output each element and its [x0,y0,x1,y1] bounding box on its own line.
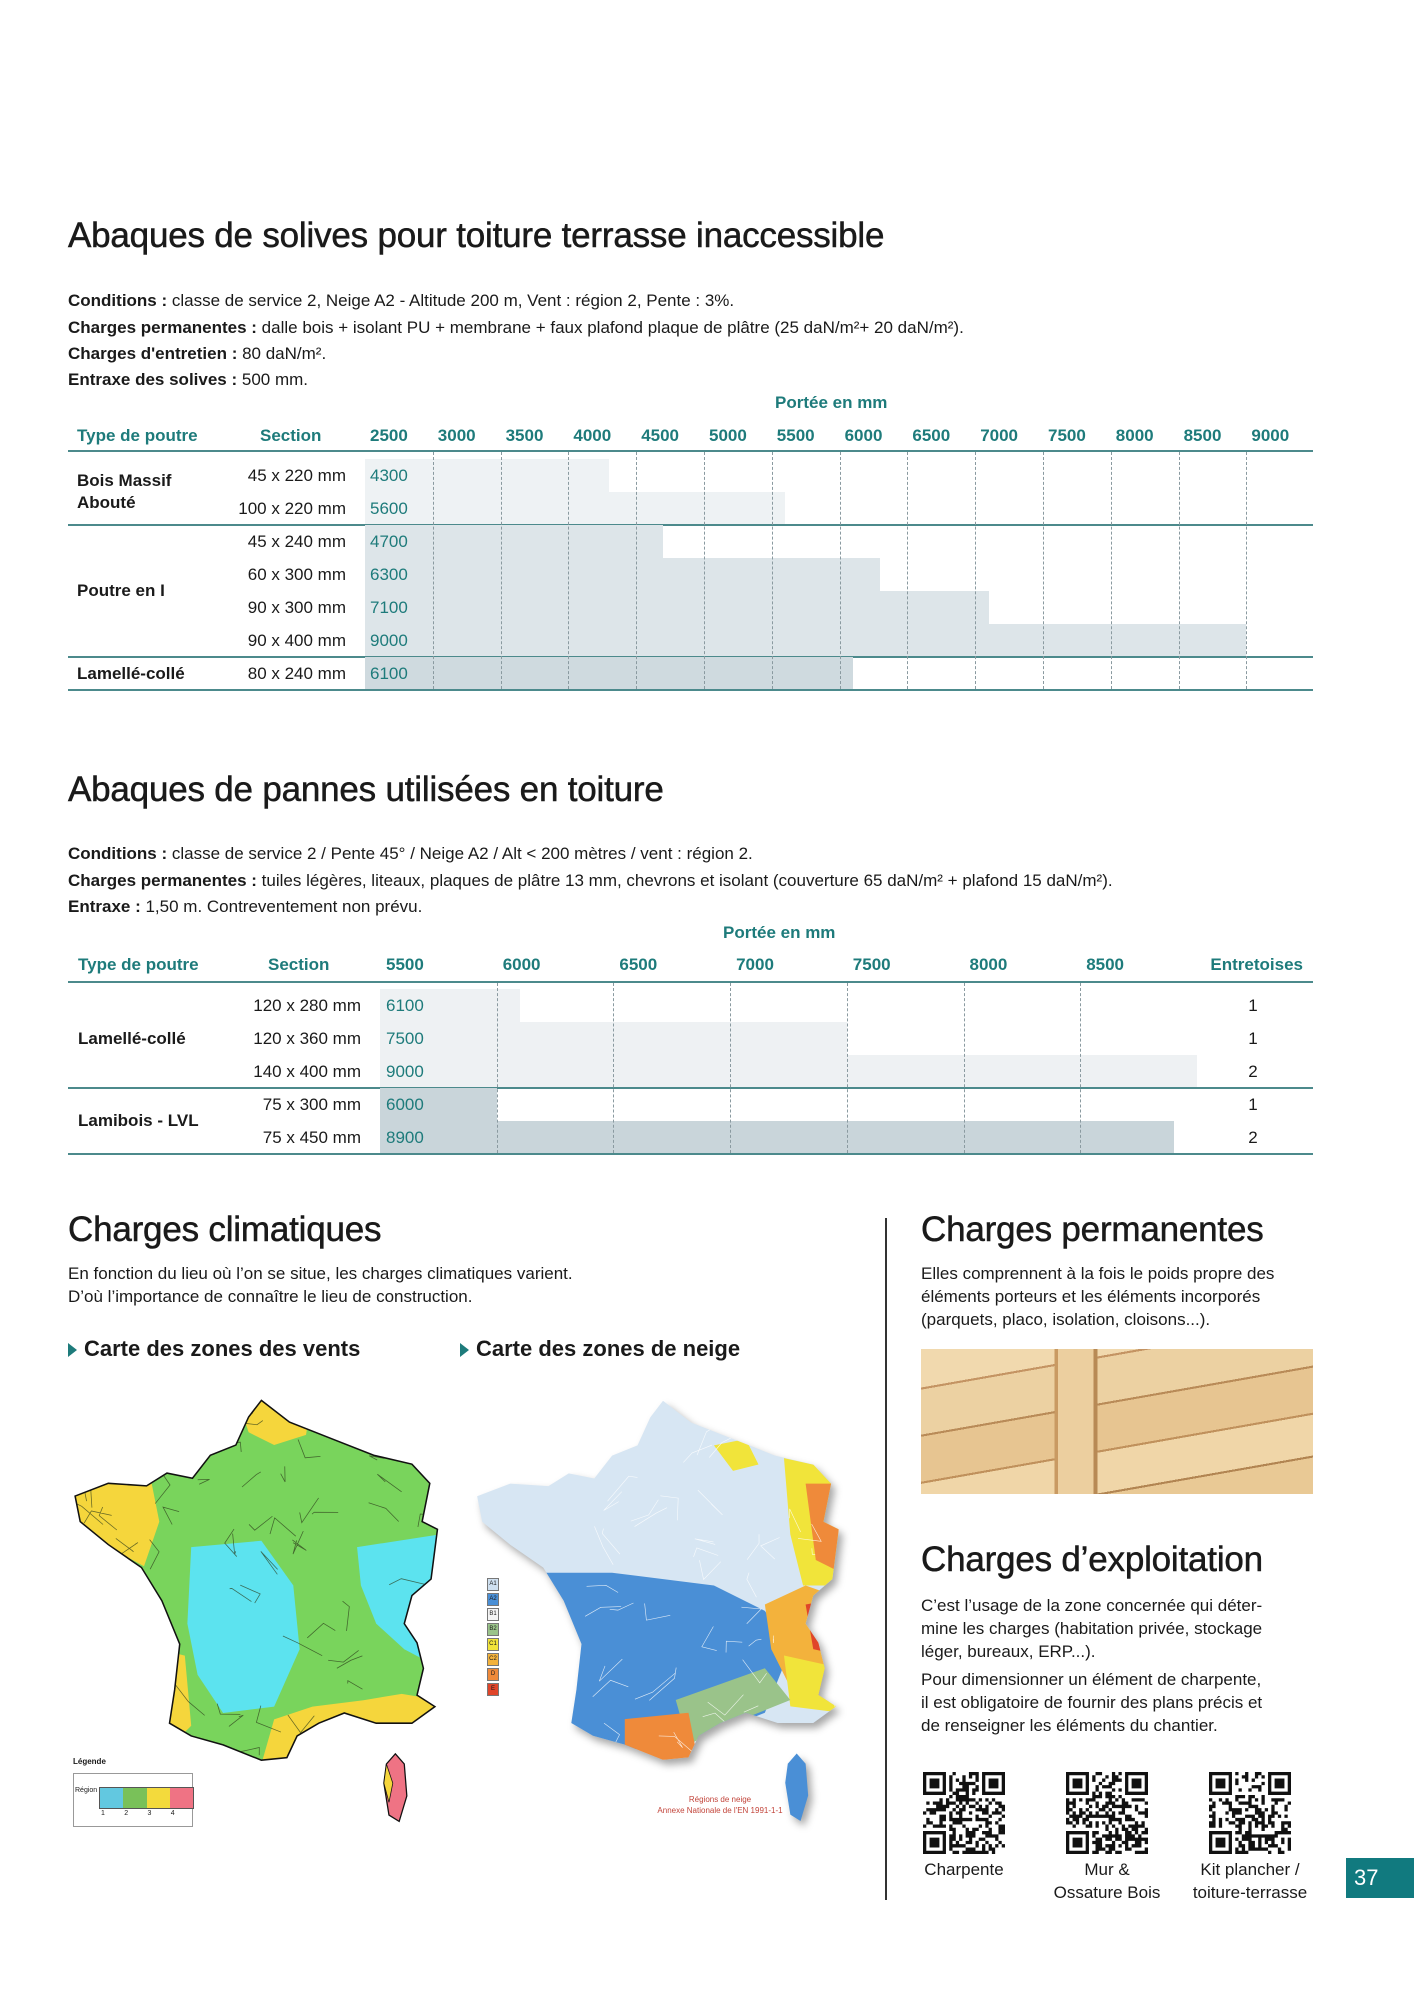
entretoises-cell: 1 [1248,995,1258,1015]
snow-legend-item: C1 [487,1638,499,1651]
column-gridline [840,452,841,689]
snow-legend-item: C2 [487,1653,499,1666]
qr-code-icon[interactable] [923,1772,1005,1854]
group-rule [68,1153,1313,1155]
snow-zone-d [625,1713,701,1777]
section-cell: 90 x 400 mm [247,630,346,650]
column-gridline [497,983,498,1153]
snow-caption-line: Régions de neige [688,1795,752,1804]
header-span-5500: 5500 [776,426,815,445]
header-span-6000: 6000 [844,426,883,445]
header-span-9000: 9000 [1251,426,1290,445]
section-cell: 75 x 300 mm [262,1094,361,1114]
wood-floor-joists-photo [921,1349,1313,1494]
section-cell: 45 x 240 mm [247,531,346,551]
snow-legend [487,1578,499,1698]
group-rule [68,689,1313,691]
max-span-value: 6000 [386,1094,424,1114]
condition-label: Charges permanentes : [68,871,257,890]
header-span-4000: 4000 [573,426,612,445]
condition-line [68,344,326,364]
header-rule [68,981,1313,983]
condition-line [68,318,964,338]
max-span-value: 6100 [370,663,408,683]
snow-legend-item: D [487,1668,499,1681]
span-bar [365,558,880,591]
max-span-value: 4300 [370,465,408,485]
condition-text: dalle bois + isolant PU + membrane + faux plafond plaque de plâtre (25 daN/m²+ 20 daN/m²). [256,318,964,337]
column-gridline [636,452,637,689]
wind-zones-map [70,1394,440,1824]
vents-map-title: Carte des zones des vents [84,1336,361,1361]
section-cell: 90 x 300 mm [247,597,346,617]
exploitation-text: C’est l’usage de la zone concernée qui déter- [921,1596,1263,1615]
condition-text: 1,50 m. Contreventement non prévu. [140,897,423,916]
climatiques-title: Charges climatiques [68,1210,382,1249]
wind-legend-swatch [100,1788,123,1817]
column-gridline [772,452,773,689]
snow-caption-line: Annexe Nationale de l'EN 1991-1-1 [657,1806,783,1815]
exploitation-text: Pour dimensionner un élément de charpente, [921,1670,1262,1689]
column-gridline [964,983,965,1153]
qr-label: toiture-terrasse [1192,1883,1308,1902]
page-number-badge: 37 [1346,1858,1414,1898]
condition-label: Conditions : [68,844,168,863]
exploitation-text: mine les charges (habitation privée, stockage [921,1619,1263,1638]
section-cell: 140 x 400 mm [253,1061,361,1081]
permanentes-text: éléments porteurs et les éléments incorporés [921,1287,1261,1306]
column-gridline [1246,452,1247,689]
section-cell: 75 x 450 mm [262,1127,361,1147]
condition-label: Entraxe des solives : [68,370,238,389]
header-span-6000: 6000 [502,955,541,974]
beam-type: Lamibois - LVL [78,1111,199,1130]
qr-code-icon[interactable] [1066,1772,1148,1854]
wind-legend-value: 4 [170,1810,175,1817]
group-rule [68,524,1313,526]
span-bar [380,1121,1174,1154]
wind-legend-value: 1 [101,1810,105,1817]
header-span-8500: 8500 [1086,955,1125,974]
climatiques-text-2: D’où l’importance de connaître le lieu de construction. [68,1287,473,1306]
header-span-7500: 7500 [1048,426,1086,445]
max-span-value: 6100 [386,995,424,1015]
group-rule [68,1087,1313,1089]
max-span-value: 6300 [370,564,408,584]
header-span-8000: 8000 [1115,426,1154,445]
wind-legend-value: 2 [124,1810,129,1817]
qr-label: Mur & [1084,1860,1130,1879]
wind-zone-3 [70,1471,159,1567]
column-gridline [1043,452,1044,689]
beam-type: Poutre en I [77,581,165,600]
header-span-4500: 4500 [641,426,680,445]
header-span-6500: 6500 [619,955,658,974]
wind-legend-row-label: Région [75,1787,98,1794]
permanentes-text: (parquets, placo, isolation, cloisons...). [921,1310,1211,1329]
permanentes-title: Charges permanentes [921,1210,1264,1249]
span-bar [365,525,663,558]
entretoises-cell: 1 [1248,1028,1258,1048]
span-bar [380,1055,1197,1088]
climatiques-text-1: En fonction du lieu où l’on se situe, les charges climatiques varient. [68,1264,573,1283]
header-span-3000: 3000 [437,426,476,445]
max-span-value: 7500 [386,1028,424,1048]
column-gridline [730,983,731,1153]
wind-legend-swatch [170,1788,193,1817]
condition-text: 80 daN/m². [237,344,327,363]
beam-type: Lamellé-collé [78,1028,186,1048]
max-span-value: 8900 [386,1127,424,1147]
exploitation-text: il est obligatoire de fournir des plans précis et [921,1693,1263,1712]
condition-text: classe de service 2, Neige A2 - Altitude 200 m, Vent : région 2, Pente : 3%. [167,291,735,310]
max-span-value: 4700 [370,531,408,551]
condition-text: 500 mm. [237,370,308,389]
wind-legend-title: Légende [73,1757,106,1766]
snow-legend-item: E [487,1683,499,1696]
qr-label: Kit plancher / [1200,1860,1300,1879]
condition-line [68,871,1113,891]
snow-legend-item: A1 [487,1578,499,1591]
max-span-value: 9000 [386,1061,424,1081]
section-cell: 45 x 220 mm [247,465,346,485]
snow-legend-item: B2 [487,1623,499,1636]
column-gridline [613,983,614,1153]
header-span-7500: 7500 [852,955,891,974]
neige-map-title: Carte des zones de neige [476,1336,741,1361]
section-cell: 100 x 220 mm [238,498,346,518]
condition-label: Charges permanentes : [68,318,257,337]
triangle-bullet-icon [460,1343,469,1357]
header-span-8500: 8500 [1183,426,1222,445]
condition-label: Charges d'entretien : [68,344,238,363]
section-cell: 60 x 300 mm [247,564,346,584]
snow-legend-item: B1 [487,1608,499,1621]
wind-legend [73,1773,193,1827]
header-span-3500: 3500 [505,426,544,445]
beam-type: Lamellé-collé [77,663,185,683]
header-type: Type de poutre [78,955,199,974]
condition-line [68,844,753,864]
column-gridline [975,452,976,689]
column-gridline [433,452,434,689]
column-gridline [1080,983,1081,1153]
section-cell: 80 x 240 mm [247,663,346,683]
entretoises-cell: 2 [1248,1061,1258,1081]
condition-text: classe de service 2 / Pente 45° / Neige A2 / Alt < 200 mètres / vent : région 2. [167,844,753,863]
column-gridline [1111,452,1112,689]
condition-line [68,370,308,390]
wind-legend-value: 3 [147,1810,152,1817]
pannes-title: Abaques de pannes utilisées en toiture [68,770,664,809]
exploitation-text: léger, bureaux, ERP...). [921,1642,1096,1661]
solives-title: Abaques de solives pour toiture terrasse inaccessible [68,216,885,255]
portee-label: Portée en mm [723,923,836,942]
span-bar [365,591,989,624]
condition-line [68,291,734,311]
header-span-7000: 7000 [736,955,774,974]
column-gridline [907,452,908,689]
exploitation-text: de renseigner les éléments du chantier. [921,1716,1218,1735]
wind-legend-swatch [123,1788,146,1817]
section-cell: 120 x 280 mm [253,995,361,1015]
span-bar [365,492,785,525]
header-span-8000: 8000 [969,955,1008,974]
max-span-value: 5600 [370,498,408,518]
header-entretoises: Entretoises [1210,955,1303,974]
column-divider [885,1218,887,1900]
header-span-6500: 6500 [912,426,951,445]
header-rule [68,450,1313,452]
condition-line [68,897,422,917]
snow-zone-c1 [784,1655,841,1712]
header-section: Section [268,955,330,974]
triangle-bullet-icon [68,1343,77,1357]
condition-text: tuiles légères, liteaux, plaques de plâtre 13 mm, chevrons et isolant (couverture 65 daN/m² + plafond 15 daN/m²). [256,871,1113,890]
snow-zones-map [472,1394,854,1824]
span-bar [365,657,853,690]
condition-label: Conditions : [68,291,168,310]
beam-type: Bois Massif Abouté [77,471,172,512]
header-span-5000: 5000 [709,426,747,445]
portee-label: Portée en mm [775,393,888,412]
exploitation-title: Charges d’exploitation [921,1540,1263,1579]
max-span-value: 7100 [370,597,408,617]
condition-label: Entraxe : [68,897,141,916]
span-bar [365,624,1246,657]
entretoises-cell: 1 [1248,1094,1258,1114]
section-cell: 120 x 360 mm [253,1028,361,1048]
column-gridline [1179,452,1180,689]
wind-legend-swatch [147,1788,170,1817]
header-type: Type de poutre [77,426,198,445]
column-gridline [568,452,569,689]
max-span-value: 9000 [370,630,408,650]
header-span-2500: 2500 [370,426,408,445]
snow-caption [620,1794,820,1816]
qr-label: Ossature Bois [1053,1883,1161,1902]
column-gridline [704,452,705,689]
qr-label: Charpente [924,1860,1004,1879]
column-gridline [847,983,848,1153]
permanentes-text: Elles comprennent à la fois le poids propre des [921,1264,1275,1283]
entretoises-cell: 2 [1248,1127,1258,1147]
qr-code-icon[interactable] [1209,1772,1291,1854]
header-span-7000: 7000 [980,426,1019,445]
snow-legend-item: A2 [487,1593,499,1606]
column-gridline [501,452,502,689]
header-section: Section [260,426,322,445]
header-span-5500: 5500 [386,955,424,974]
